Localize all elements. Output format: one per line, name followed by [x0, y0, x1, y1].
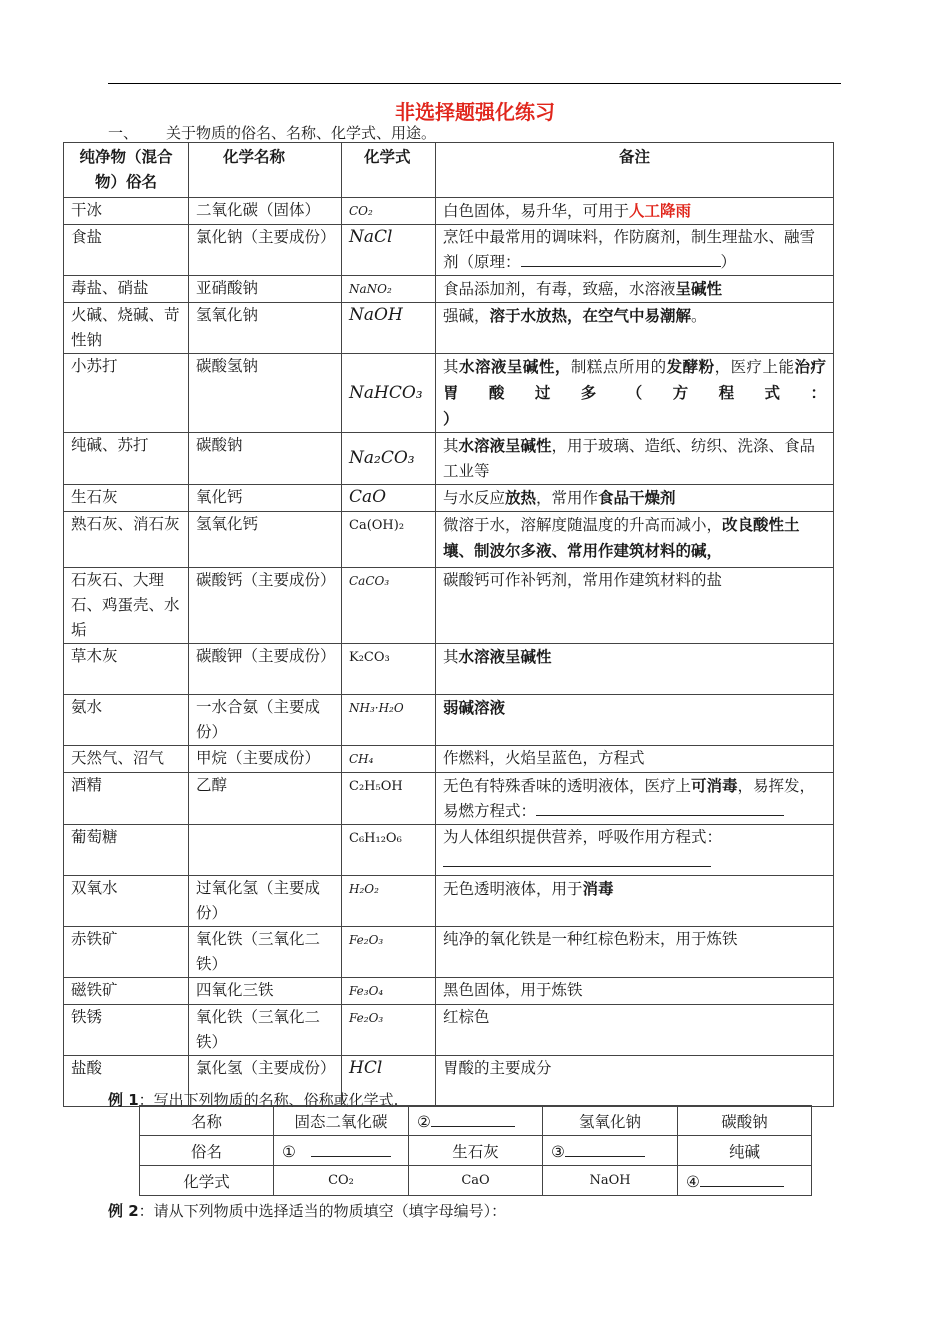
note-bold: 水溶液呈碱性: [458, 436, 552, 455]
table-row: [64, 927, 834, 978]
example1-text: ：写出下列物质的名称、俗称或化学式.: [138, 1091, 399, 1109]
formula-text: H₂O₂: [349, 882, 379, 896]
note-bold: 改良酸性土壤、制波尔多液、常用作建筑材料的碱，: [443, 515, 800, 560]
cell-common: 双氧水: [64, 876, 189, 927]
cell-formula: [342, 568, 436, 644]
top-rule: [108, 83, 841, 84]
header-note: 备注: [436, 143, 834, 198]
table-row: [64, 433, 834, 485]
cell-formula: [342, 1005, 436, 1056]
note-bold: 发酵粉: [666, 357, 715, 376]
cell-formula: [342, 303, 436, 354]
header-common-name: 纯净物（混合物）俗名: [64, 143, 189, 198]
cell-note: [436, 303, 834, 354]
note-text: ，医疗上能: [714, 358, 795, 376]
example1-table: [139, 1105, 812, 1196]
note-bold: ）: [443, 409, 459, 428]
cell-chem: 乙醇: [189, 773, 342, 825]
cell-chem: 氢氧化钠: [189, 303, 342, 354]
cell-common: 盐酸: [64, 1056, 189, 1107]
cell-note: 黑色固体，用于炼铁: [436, 978, 834, 1005]
cell-formula: [342, 876, 436, 927]
table-row: [64, 354, 834, 433]
cell-chem: 氯化氢（主要成份）: [189, 1056, 342, 1107]
ex-cell: 纯碱: [678, 1136, 812, 1166]
table-row: [64, 512, 834, 568]
note-bold: 治疗胃酸过多（方程式：: [443, 357, 826, 402]
cell-common: 火碱、烧碱、苛性钠: [64, 303, 189, 354]
ex-marker: ②: [417, 1113, 431, 1131]
ex-cell: 碳酸钠: [678, 1106, 812, 1136]
cell-note: [436, 876, 834, 927]
ex-marker: ③: [551, 1143, 565, 1161]
answer-blank[interactable]: [311, 1140, 391, 1157]
cell-chem: 二氧化碳（固体）: [189, 198, 342, 225]
cell-chem: 碳酸氢钠: [189, 354, 342, 433]
ex-cell: 俗名: [140, 1136, 274, 1166]
section-number: 一、: [108, 124, 139, 142]
section-heading: [108, 122, 436, 143]
cell-formula: [342, 927, 436, 978]
substance-table: [63, 142, 834, 1107]
cell-common: 天然气、沼气: [64, 746, 189, 773]
cell-note: [436, 198, 834, 225]
note-bold: 放热: [505, 488, 537, 507]
cell-common: 葡萄糖: [64, 825, 189, 876]
formula-text: CH₄: [349, 752, 374, 766]
example1-label: 例 1: [108, 1091, 139, 1109]
answer-blank[interactable]: [521, 250, 721, 267]
cell-common: 铁锈: [64, 1005, 189, 1056]
cell-chem: 氢氧化钙: [189, 512, 342, 568]
cell-common: 氨水: [64, 695, 189, 746]
cell-common: 酒精: [64, 773, 189, 825]
table-row: [140, 1106, 812, 1136]
cell-chem: 碳酸钙（主要成份）: [189, 568, 342, 644]
formula-text: NaOH: [349, 305, 403, 325]
ex-cell: [678, 1166, 812, 1196]
cell-formula: [342, 276, 436, 303]
note-bold: 呈碱性: [675, 279, 723, 298]
note-text: ，易挥发，易燃方程式：: [443, 777, 816, 820]
formula-text: Fe₃O₄: [349, 984, 384, 998]
cell-formula: [342, 773, 436, 825]
header-formula: 化学式: [342, 143, 436, 198]
cell-formula: [342, 198, 436, 225]
note-text: 制糕点所用的: [570, 358, 667, 376]
cell-common: 食盐: [64, 225, 189, 276]
cell-chem: 甲烷（主要成份）: [189, 746, 342, 773]
answer-blank[interactable]: [431, 1110, 515, 1127]
cell-note: [436, 512, 834, 568]
table-header-row: [64, 143, 834, 198]
note-bold: 可消毒: [691, 776, 738, 795]
table-row: [64, 1005, 834, 1056]
note-text: 其: [443, 437, 459, 455]
cell-common: 干冰: [64, 198, 189, 225]
cell-note: [436, 644, 834, 695]
ex-cell: 氢氧化钠: [543, 1106, 678, 1136]
formula-text: CaCO₃: [349, 574, 390, 588]
cell-common: 毒盐、硝盐: [64, 276, 189, 303]
table-row: [64, 568, 834, 644]
note-text: 与水反应: [443, 489, 506, 507]
table-row: [64, 644, 834, 695]
cell-common: 磁铁矿: [64, 978, 189, 1005]
ex-cell: 名称: [140, 1106, 274, 1136]
ex-cell: 化学式: [140, 1166, 274, 1196]
table-row: [64, 773, 834, 825]
section-text: 关于物质的俗名、名称、化学式、用途。: [166, 124, 437, 142]
cell-chem: [189, 825, 342, 876]
cell-common: 纯碱、苏打: [64, 433, 189, 485]
table-row: [140, 1166, 812, 1196]
cell-chem: 碳酸钾（主要成份）: [189, 644, 342, 695]
ex-marker: ④: [686, 1173, 700, 1191]
note-highlight: 人工降雨: [629, 201, 692, 220]
ex-marker: ①: [282, 1143, 296, 1161]
note-text: 为人体组织提供营养，呼吸作用方程式：: [443, 828, 723, 846]
cell-note: [436, 354, 834, 433]
cell-chem: 过氧化氢（主要成份）: [189, 876, 342, 927]
cell-note: [436, 485, 834, 512]
example2-text: ：请从下列物质中选择适当的物质填空（填字母编号）：: [138, 1202, 507, 1220]
formula-text: K₂CO₃: [349, 650, 390, 665]
cell-note: [436, 695, 834, 746]
cell-chem: 氯化钠（主要成份）: [189, 225, 342, 276]
formula-text: NaCl: [349, 227, 393, 247]
note-bold: 食品干燥剂: [598, 488, 676, 507]
cell-common: 赤铁矿: [64, 927, 189, 978]
cell-formula: [342, 485, 436, 512]
table-row: [64, 695, 834, 746]
note-end: 。: [691, 307, 707, 325]
cell-note: [436, 276, 834, 303]
cell-formula: [342, 433, 436, 485]
table-row: [64, 978, 834, 1005]
cell-chem: 亚硝酸钠: [189, 276, 342, 303]
ex-cell: NaOH: [543, 1166, 678, 1196]
cell-chem: 氧化铁（三氧化二铁）: [189, 927, 342, 978]
table-row: [64, 303, 834, 354]
formula-text: CaO: [349, 487, 387, 507]
table-row: [64, 225, 834, 276]
note-bold: 水溶液呈碱性: [458, 647, 552, 666]
table-row: [64, 198, 834, 225]
note-text: ，常用作: [536, 489, 599, 507]
ex-cell: [274, 1136, 409, 1166]
formula-text: C₆H₁₂O₆: [349, 831, 402, 846]
cell-note: 作燃料，火焰呈蓝色，方程式: [436, 746, 834, 773]
note-text: 无色透明液体，用于: [443, 880, 583, 898]
note-end: ）: [720, 253, 737, 271]
cell-common: 草木灰: [64, 644, 189, 695]
cell-formula: [342, 746, 436, 773]
cell-note: [436, 433, 834, 485]
note-text: 食品添加剂，有毒，致癌，水溶液: [443, 280, 676, 298]
cell-formula: [342, 512, 436, 568]
note-bold: 消毒: [582, 879, 614, 898]
formula-text: HCl: [349, 1058, 383, 1078]
cell-formula: [342, 825, 436, 876]
formula-text: NH₃·H₂O: [349, 701, 404, 715]
note-text: 强碱，: [443, 307, 490, 325]
cell-chem: 氧化铁（三氧化二铁）: [189, 1005, 342, 1056]
cell-formula: [342, 978, 436, 1005]
cell-formula: [342, 695, 436, 746]
ex-cell: 固态二氧化碳: [274, 1106, 409, 1136]
ex-cell: 生石灰: [409, 1136, 543, 1166]
ex-cell: CO₂: [274, 1166, 409, 1196]
note-text: 其: [443, 358, 459, 376]
cell-common: 石灰石、大理石、鸡蛋壳、水垢: [64, 568, 189, 644]
cell-common: 生石灰: [64, 485, 189, 512]
table-row: [64, 746, 834, 773]
formula-text: C₂H₅OH: [349, 779, 403, 794]
note-bold: 水溶液呈碱性，: [458, 357, 571, 376]
note-text: 烹饪中最常用的调味料，作防腐剂，制生理盐水、融雪剂（原理：: [443, 228, 816, 271]
header-chem-name: 化学名称: [189, 143, 342, 198]
cell-common: 小苏打: [64, 354, 189, 433]
note-text: 其: [443, 648, 459, 666]
ex-cell: [409, 1106, 543, 1136]
ex-cell: CaO: [409, 1166, 543, 1196]
cell-note: 胃酸的主要成分: [436, 1056, 834, 1107]
cell-chem: 一水合氨（主要成份）: [189, 695, 342, 746]
note-text: 无色有特殊香味的透明液体，医疗上: [443, 777, 692, 795]
ex-cell: [543, 1136, 678, 1166]
table-row: [64, 485, 834, 512]
formula-text: NaNO₂: [349, 282, 392, 296]
answer-blank[interactable]: [443, 850, 711, 867]
table-row: [140, 1136, 812, 1166]
note-text: 微溶于水，溶解度随温度的升高而减小，: [443, 516, 723, 534]
note-bold: 弱碱溶液: [443, 698, 506, 717]
cell-note: 纯净的氧化铁是一种红棕色粉末，用于炼铁: [436, 927, 834, 978]
formula-text: Fe₂O₃: [349, 1011, 384, 1025]
formula-text: Fe₂O₃: [349, 933, 384, 947]
cell-chem: 四氧化三铁: [189, 978, 342, 1005]
note-text: 白色固体，易升华，可用于: [443, 202, 630, 220]
cell-formula: [342, 225, 436, 276]
answer-blank[interactable]: [700, 1170, 784, 1187]
formula-text: NaHCO₃: [349, 382, 423, 403]
page-title: 非选择题强化练习: [395, 100, 555, 124]
example2-label: 例 2: [108, 1202, 139, 1220]
note-text: ，用于玻璃、造纸、纺织、洗涤、食品工业等: [443, 437, 816, 480]
cell-note: [436, 225, 834, 276]
cell-formula: [342, 354, 436, 433]
cell-note: 碳酸钙可作补钙剂，常用作建筑材料的盐: [436, 568, 834, 644]
formula-text: CO₂: [349, 204, 373, 218]
cell-chem: 碳酸钠: [189, 433, 342, 485]
cell-formula: [342, 644, 436, 695]
table-row: [64, 276, 834, 303]
formula-text: Ca(OH)₂: [349, 518, 405, 533]
formula-text: Na₂CO₃: [349, 448, 415, 468]
note-bold: 溶于水放热，在空气中易潮解: [489, 306, 692, 325]
answer-blank[interactable]: [565, 1140, 645, 1157]
cell-common: 熟石灰、消石灰: [64, 512, 189, 568]
cell-note: [436, 825, 834, 876]
cell-note: [436, 773, 834, 825]
table-row: [64, 825, 834, 876]
answer-blank[interactable]: [536, 799, 784, 816]
table-row: [64, 876, 834, 927]
cell-chem: 氧化钙: [189, 485, 342, 512]
example2-heading: [108, 1200, 506, 1221]
cell-note: 红棕色: [436, 1005, 834, 1056]
